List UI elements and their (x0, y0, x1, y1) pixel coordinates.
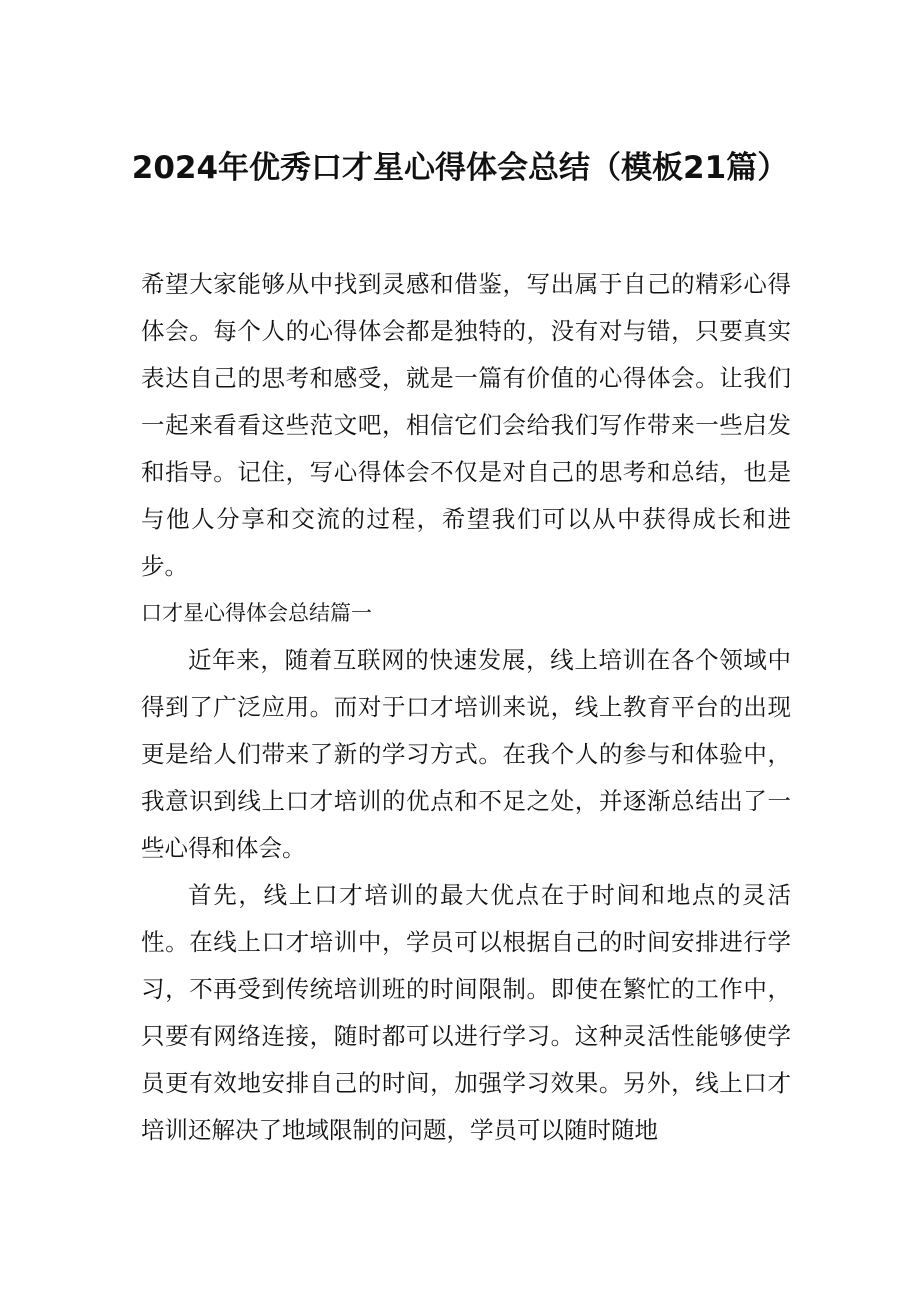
body-paragraph-1: 近年来，随着互联网的快速发展，线上培训在各个领域中得到了广泛应用。而对于口才培训来说，线上教育平台的出现更是给人们带来了新的学习方式。在我个人的参与和体验中，我意识到线上口才培训的优点和不足之处，并逐渐总结出了一些心得和体会。 (141, 646, 791, 862)
body-paragraph-2: 首先，线上口才培训的最大优点在于时间和地点的灵活性。在线上口才培训中，学员可以根据自己的时间安排进行学习，不再受到传统培训班的时间限制。即使在繁忙的工作中，只要有网络连接，随时都可以进行学习。这种灵活性能够使学员更有效地安排自己的时间，加强学习效果。另外，线上口才培训还解决了地域限制的问题，学员可以随时随地 (141, 881, 791, 1144)
document-body (141, 261, 791, 1154)
section-heading: 口才星心得体会总结篇一 (141, 601, 372, 625)
document-title: 2024年优秀口才星心得体会总结（模板21篇） (131, 150, 789, 186)
intro-paragraph: 希望大家能够从中找到灵感和借鉴，写出属于自己的精彩心得体会。每个人的心得体会都是独特的，没有对与错，只要真实表达自己的思考和感受，就是一篇有价值的心得体会。让我们一起来看看这些范文吧，相信它们会给我们写作带来一些启发和指导。记住，写心得体会不仅是对自己的思考和总结，也是与他人分享和交流的过程，希望我们可以从中获得成长和进步。 (141, 270, 791, 580)
